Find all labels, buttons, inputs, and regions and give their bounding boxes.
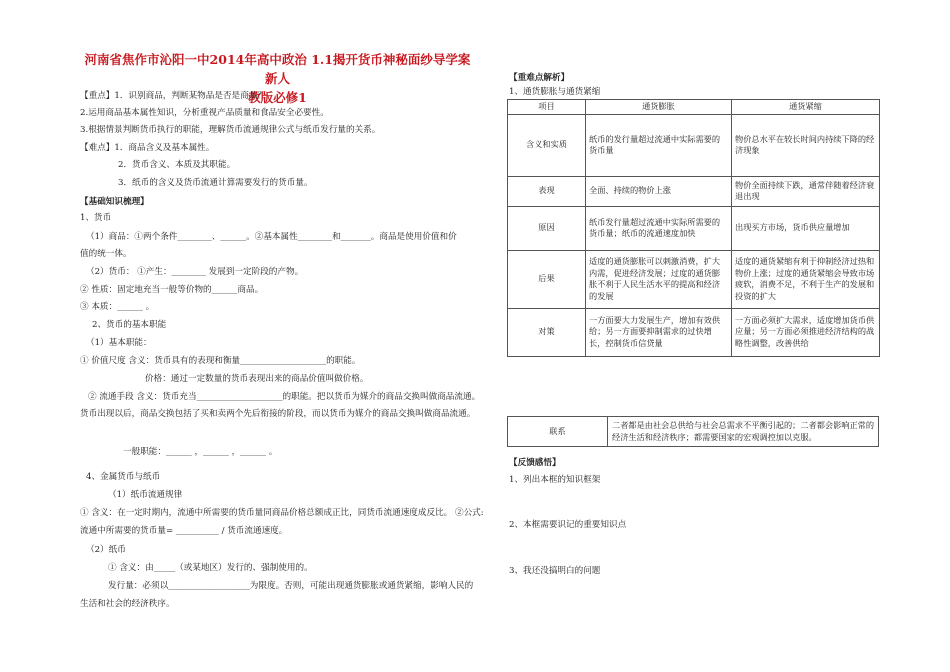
deflation-cell: 出现买方市场，货币供应量增加 bbox=[732, 206, 880, 250]
section-feedback-heading: 【反馈感悟】 bbox=[509, 458, 561, 468]
price-line: 价格：通过一定数量的货币表现出来的商品价值叫做价格。 bbox=[145, 374, 369, 384]
inflation-cell: 一方面要大力发展生产，增加有效供给；另一方面要抑制需求的过快增长，控制货币信贷量 bbox=[586, 308, 732, 356]
relation-table bbox=[507, 416, 879, 447]
paper-money-meaning: ① 含义：由_____（或某地区）发行的、强制使用的。 bbox=[108, 563, 313, 573]
key-point-3: 3.根据情景判断货币执行的职能，理解货币流通规律公式与纸币发行量的关系。 bbox=[80, 125, 381, 135]
deflation-cell: 一方面必须扩大需求，适度增加货币供应量；另一方面必须推进经济结构的战略性调整，改善供给 bbox=[732, 308, 880, 356]
paper-law-meaning: ① 含义：在一定时期内，流通中所需要的货币量同商品价格总额成正比，同货币流通速度成反比。 ②公式: bbox=[80, 508, 484, 518]
relation-row bbox=[508, 417, 879, 447]
difficulty-3: 3．纸币的含义及货币流通计算需要发行的货币量。 bbox=[118, 178, 313, 188]
paper-money-heading: （2）纸币 bbox=[86, 545, 126, 555]
circulation-line: ② 流通手段 含义：货币充当____________________的职能。把以货币为媒介的商品交换叫做商品流通。 bbox=[88, 392, 481, 402]
general-functions-line: 一般职能：______ ，______ ，______ 。 bbox=[123, 447, 278, 457]
title-line-2: 教版必修1 bbox=[248, 90, 307, 105]
currency-origin-line: （2）货币： ①产生：________ 发展到一定阶段的产物。 bbox=[86, 267, 304, 277]
inflation-deflation-heading: 1、通货膨胀与通货紧缩 bbox=[509, 87, 601, 97]
difficulty-2: 2．货币含义、本质及其职能。 bbox=[118, 160, 236, 170]
key-point-1: 【重点】1．识别商品，判断某物品是否是商品？ bbox=[80, 91, 266, 101]
inflation-deflation-table bbox=[507, 99, 880, 357]
table-row bbox=[508, 176, 880, 206]
header-deflation: 通货紧缩 bbox=[732, 100, 880, 115]
deflation-cell: 物价全面持续下跌，通常伴随着经济衰退出现 bbox=[732, 176, 880, 206]
inflation-cell: 纸币的发行量超过流通中实际需要的货币量 bbox=[586, 114, 732, 176]
basic-functions-label: （1）基本职能： bbox=[86, 338, 152, 348]
table-row bbox=[508, 114, 880, 176]
row-label: 含义和实质 bbox=[508, 114, 586, 176]
inflation-cell: 适度的通货膨胀可以刺激消费，扩大内需，促进经济发展；过度的通货膨胀不利于人民生活水平的提高和经济的发展 bbox=[586, 250, 732, 308]
item-currency-heading: 1、货币 bbox=[80, 213, 112, 223]
row-label: 对策 bbox=[508, 308, 586, 356]
metal-paper-heading: 4、金属货币与纸币 bbox=[86, 472, 161, 482]
feedback-item-1: 1、列出本框的知识框架 bbox=[509, 475, 601, 485]
table-header-row bbox=[508, 100, 880, 115]
currency-essence-line: ③ 本质：______ 。 bbox=[80, 302, 155, 312]
inflation-cell: 全面、持续的物价上涨 bbox=[586, 176, 732, 206]
paper-law-formula: 流通中所需要的货币量= __________ / 货币流通速度。 bbox=[80, 526, 288, 536]
value-measure-line: ① 价值尺度 含义：货币具有的表现和衡量____________________的职能。 bbox=[80, 356, 361, 366]
header-inflation: 通货膨胀 bbox=[586, 100, 732, 115]
commodity-line-cont: 值的统一体。 bbox=[80, 249, 132, 259]
table-row bbox=[508, 308, 880, 356]
deflation-cell: 物价总水平在较长时间内持续下降的经济现象 bbox=[732, 114, 880, 176]
table-row bbox=[508, 250, 880, 308]
feedback-item-2: 2、本框需要识记的重要知识点 bbox=[509, 520, 627, 530]
paper-money-issue: 发行量：必须以___________________为限度。否则，可能出现通货膨胀或通货紧缩，影响人民的 bbox=[108, 581, 474, 591]
row-label: 原因 bbox=[508, 206, 586, 250]
currency-nature-line: ② 性质：固定地充当一般等价物的______商品。 bbox=[80, 285, 264, 295]
key-point-2: 2.运用商品基本属性知识，分析重视产品质量和食品安全必要性。 bbox=[80, 108, 329, 118]
deflation-cell: 适度的通货紧缩有利于抑制经济过热和物价上涨；过度的通货紧缩会导致市场疲软，消费不足，不利于生产的发展和投资的扩大 bbox=[732, 250, 880, 308]
row-label: 后果 bbox=[508, 250, 586, 308]
commodity-line: （1）商品：①两个条件________、______。②基本属性________和_______。商品是使用价值和价 bbox=[86, 232, 457, 242]
title-line-1: 河南省焦作市沁阳一中2014年高中政治 1.1揭开货币神秘面纱导学案 新人 bbox=[84, 52, 471, 86]
currency-functions-heading: 2、货币的基本职能 bbox=[92, 320, 167, 330]
section-basic-heading: 【基础知识梳理】 bbox=[80, 197, 149, 207]
feedback-item-3: 3、我还没搞明白的问题 bbox=[509, 566, 601, 576]
paper-law-heading: （1）纸币流通规律 bbox=[108, 490, 183, 500]
relation-label: 联系 bbox=[508, 417, 608, 447]
difficulty-1: 【难点】1．商品含义及基本属性。 bbox=[80, 143, 215, 153]
paper-money-issue-cont: 生活和社会的经济秩序。 bbox=[80, 599, 175, 609]
header-item: 项目 bbox=[508, 100, 586, 115]
circulation-note-line: 货币出现以后，商品交换包括了买和卖两个先后衔接的阶段，而以货币为媒介的商品交换叫做商品流通。 bbox=[80, 409, 476, 419]
row-label: 表现 bbox=[508, 176, 586, 206]
relation-text: 二者都是由社会总供给与社会总需求不平衡引起的；二者都会影响正常的经济生活和经济秩序；都需要国家的宏观调控加以克服。 bbox=[608, 417, 879, 447]
inflation-cell: 纸币发行量超过流通中实际所需要的货币量；纸币的流通速度加快 bbox=[586, 206, 732, 250]
table-row bbox=[508, 206, 880, 250]
section-key-heading: 【重难点解析】 bbox=[509, 73, 570, 83]
